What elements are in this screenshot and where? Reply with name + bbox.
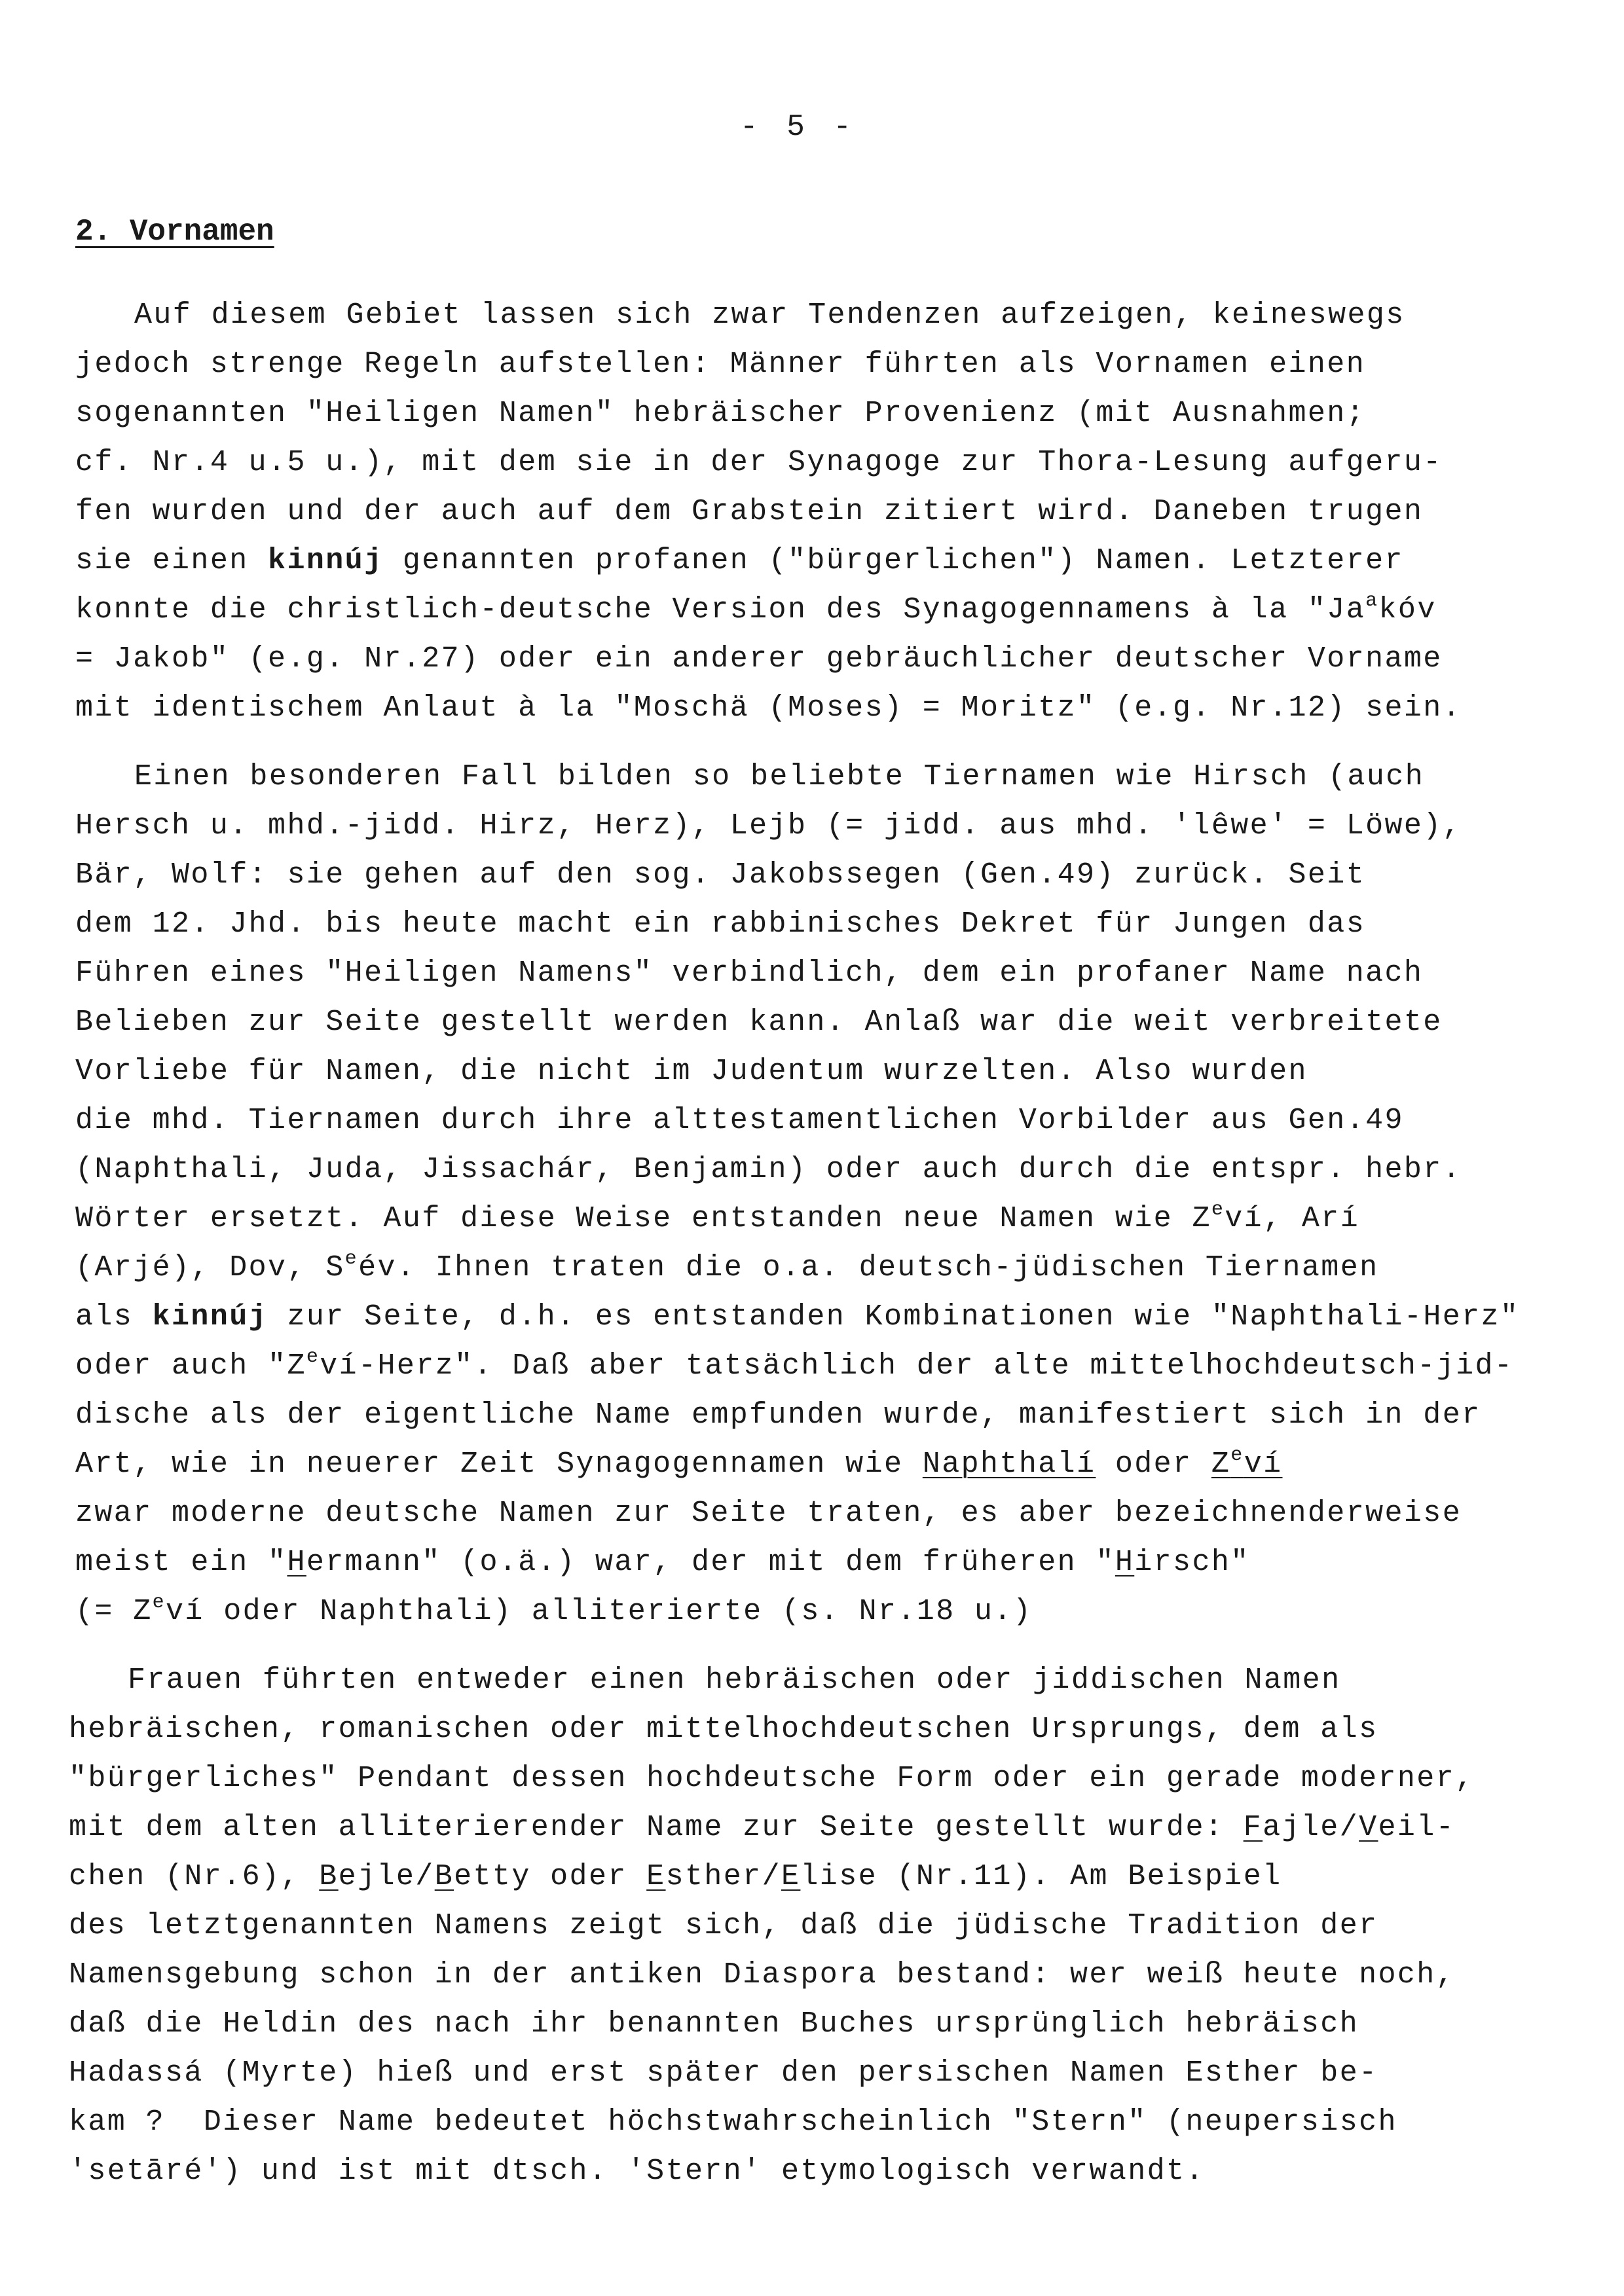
text-line — [75, 591, 1437, 630]
underlined-name — [1211, 1444, 1283, 1481]
text-fragment: sie einen — [75, 544, 268, 577]
text-line: dische als der eigentliche Name empfunden wurde, manifestiert sich in der — [75, 1398, 1481, 1432]
text-fragment: genannten profanen ("bürgerlichen") Namen. Letzterer — [383, 544, 1404, 577]
text-line: Hersch u. mhd.-jidd. Hirz, Herz), Lejb (= jidd. aus mhd. 'lêwe' = Löwe), — [75, 809, 1462, 843]
text-line: zwar moderne deutsche Namen zur Seite traten, es aber bezeichnenderweise — [75, 1497, 1462, 1530]
text-line: Führen eines "Heiligen Namens" verbindlich, dem ein profaner Name nach — [75, 957, 1424, 990]
text-fragment: mit dem alten alliterierender Name zur Seite gestellt wurde: — [69, 1811, 1244, 1844]
text-line: Einen besonderen Fall bilden so beliebte Tiernamen wie Hirsch (auch — [134, 760, 1425, 793]
text-line — [69, 1857, 1282, 1897]
text-line: = Jakob" (e.g. Nr.27) oder ein anderer gebräuchlicher deutscher Vorname — [75, 642, 1443, 676]
text-line — [75, 1199, 1359, 1239]
underlined-initial: B — [319, 1860, 339, 1893]
text-line — [69, 1808, 1455, 1848]
text-fragment: ejle/ — [338, 1860, 435, 1893]
text-line — [75, 1592, 1032, 1631]
text-fragment: Art, wie in neuerer Zeit Synagogennamen wie — [75, 1448, 923, 1481]
superscript: a — [1365, 590, 1379, 612]
text-line: Auf diesem Gebiet lassen sich zwar Tendenzen aufzeigen, keineswegs — [134, 299, 1405, 332]
text-line: die mhd. Tiernamen durch ihre alttestamentlichen Vorbilder aus Gen.49 — [75, 1104, 1404, 1137]
text-fragment: lise (Nr.11). Am Beispiel — [800, 1860, 1282, 1893]
section-heading: 2. Vornamen — [75, 215, 274, 249]
text-fragment: kóv — [1378, 593, 1437, 627]
text-fragment: ajle/ — [1263, 1811, 1359, 1844]
text-line: 'setāré') und ist mit dtsch. 'Stern' etymologisch verwandt. — [69, 2155, 1205, 2188]
text-line — [75, 1445, 1283, 1484]
text-line: Bär, Wolf: sie gehen auf den sog. Jakobssegen (Gen.49) zurück. Seit — [75, 858, 1366, 892]
text-line: (Naphthali, Juda, Jissachár, Benjamin) oder auch durch die entspr. hebr. — [75, 1153, 1462, 1186]
text-line: Hadassá (Myrte) hieß und erst später den persischen Namen Esther be- — [69, 2056, 1378, 2090]
text-fragment: ví — [1244, 1448, 1283, 1481]
text-fragment: ví oder Naphthali) alliterierte (s. Nr.18 u.) — [166, 1595, 1033, 1628]
text-fragment: oder — [1096, 1448, 1211, 1481]
underlined-name: Naphthalí — [922, 1448, 1096, 1481]
text-fragment: ví, Arí — [1225, 1202, 1360, 1235]
text-line — [75, 1298, 1519, 1337]
text-line: kam ? Dieser Name bedeutet höchstwahrscheinlich "Stern" (neupersisch — [69, 2105, 1397, 2139]
superscript: e — [344, 1248, 359, 1270]
text-line: sogenannten "Heiligen Namen" hebräischer Provenienz (mit Ausnahmen; — [75, 397, 1366, 430]
page-number: - 5 - — [740, 110, 857, 144]
superscript: e — [1211, 1199, 1225, 1221]
text-line — [75, 1543, 1250, 1582]
text-fragment: chen (Nr.6), — [69, 1860, 320, 1893]
text-fragment: év. Ihnen traten die o.a. deutsch-jüdischen Tiernamen — [358, 1251, 1379, 1285]
text-line: "bürgerliches" Pendant dessen hochdeutsche Form oder ein gerade moderner, — [69, 1762, 1475, 1795]
term-kinnuj: kinnúj — [152, 1300, 268, 1334]
underlined-initial: H — [287, 1546, 306, 1579]
text-line — [75, 1347, 1513, 1386]
text-fragment: eil- — [1378, 1811, 1456, 1844]
text-line: Vorliebe für Namen, die nicht im Judentum wurzelten. Also wurden — [75, 1055, 1308, 1088]
text-line: fen wurden und der auch auf dem Grabstein zitiert wird. Daneben trugen — [75, 495, 1424, 528]
underlined-initial: E — [646, 1860, 666, 1893]
text-fragment: oder auch "Z — [75, 1349, 306, 1383]
text-line — [75, 541, 1404, 581]
text-fragment: konnte die christlich-deutsche Version des Synagogennamens à la "Ja — [75, 593, 1366, 627]
text-line: dem 12. Jhd. bis heute macht ein rabbinisches Dekret für Jungen das — [75, 907, 1366, 941]
superscript: e — [1230, 1444, 1244, 1467]
text-line: Namensgebung schon in der antiken Diaspora bestand: wer weiß heute noch, — [69, 1958, 1456, 1992]
text-line: mit identischem Anlaut à la "Moschä (Moses) = Moritz" (e.g. Nr.12) sein. — [75, 691, 1462, 725]
text-fragment: sther/ — [665, 1860, 781, 1893]
text-line: des letztgenannten Namens zeigt sich, daß die jüdische Tradition der — [69, 1909, 1378, 1942]
text-fragment: Wörter ersetzt. Auf diese Weise entstanden neue Namen wie Z — [75, 1202, 1211, 1235]
text-line: jedoch strenge Regeln aufstellen: Männer führten als Vornamen einen — [75, 348, 1366, 381]
text-line: cf. Nr.4 u.5 u.), mit dem sie in der Synagoge zur Thora-Lesung aufgeru- — [75, 446, 1443, 479]
underlined-initial: E — [781, 1860, 801, 1893]
text-line — [75, 1248, 1379, 1288]
underlined-initial: H — [1115, 1546, 1135, 1579]
text-fragment: als — [75, 1300, 153, 1334]
text-line: daß die Heldin des nach ihr benannten Buches ursprünglich hebräisch — [69, 2007, 1359, 2041]
text-fragment: etty oder — [454, 1860, 647, 1893]
superscript: e — [306, 1346, 320, 1368]
text-fragment: (Arjé), Dov, S — [75, 1251, 345, 1285]
text-line: Belieben zur Seite gestellt werden kann. Anlaß war die weit verbreitete — [75, 1006, 1443, 1039]
text-fragment: Z — [1211, 1448, 1231, 1481]
term-kinnuj: kinnúj — [268, 544, 384, 577]
underlined-initial: F — [1243, 1811, 1263, 1844]
text-fragment: (= Z — [75, 1595, 153, 1628]
underlined-initial: V — [1359, 1811, 1378, 1844]
text-fragment: ermann" (o.ä.) war, der mit dem früheren " — [306, 1546, 1115, 1579]
text-fragment: ví-Herz". Daß aber tatsächlich der alte mittelhochdeutsch-jid- — [320, 1349, 1514, 1383]
text-fragment: irsch" — [1134, 1546, 1250, 1579]
underlined-initial: B — [434, 1860, 454, 1893]
text-fragment: zur Seite, d.h. es entstanden Kombinationen wie "Naphthali-Herz" — [268, 1300, 1520, 1334]
text-line: hebräischen, romanischen oder mittelhochdeutschen Ursprungs, dem als — [69, 1713, 1378, 1746]
text-line: Frauen führten entweder einen hebräischen oder jiddischen Namen — [128, 1664, 1341, 1697]
text-fragment: meist ein " — [75, 1546, 287, 1579]
superscript: e — [152, 1592, 166, 1614]
